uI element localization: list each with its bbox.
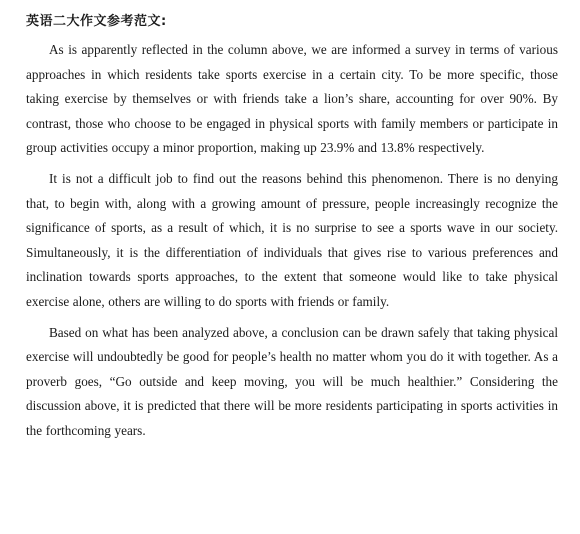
paragraph-1: As is apparently reflected in the column above, we are informed a survey in terms of various approaches in which residents take sports exercise in a certain city. To be more specific, those taking exercise by themselves or with friends take a lion’s share, accounting for over 90%. By contrast, those who choose to be engaged in physical sports with family members or participate in group activities occupy a minor proportion, making up 23.9% and 13.8% respectively. bbox=[26, 42, 558, 156]
paragraph-3: Based on what has been analyzed above, a conclusion can be drawn safely that taking physical exercise will undoubtedly be good for people’s health no matter whom you do it with together. As a proverb goes, “Go outside and keep moving, you will be much healthier.” Considering the discussion above, it is predicted that there will be more residents participating in sports activities in the forthcoming years. bbox=[26, 324, 558, 438]
paragraph-2: It is not a difficult job to find out the reasons behind this phenomenon. There is no denying that, to begin with, along with a growing amount of pressure, people increasingly recognize the significance of sports, as a result of which, it is no surprise to see a sports wave in our society. Simultaneously, it is the differentiation of individuals that gives rise to various preferences and inclination towards sports approaches, to the extent that someone would like to take physical exercise alone, others are willing to do sports with friends or family. bbox=[26, 170, 558, 309]
document-heading: 英语二大作文参考范文: bbox=[26, 14, 167, 29]
